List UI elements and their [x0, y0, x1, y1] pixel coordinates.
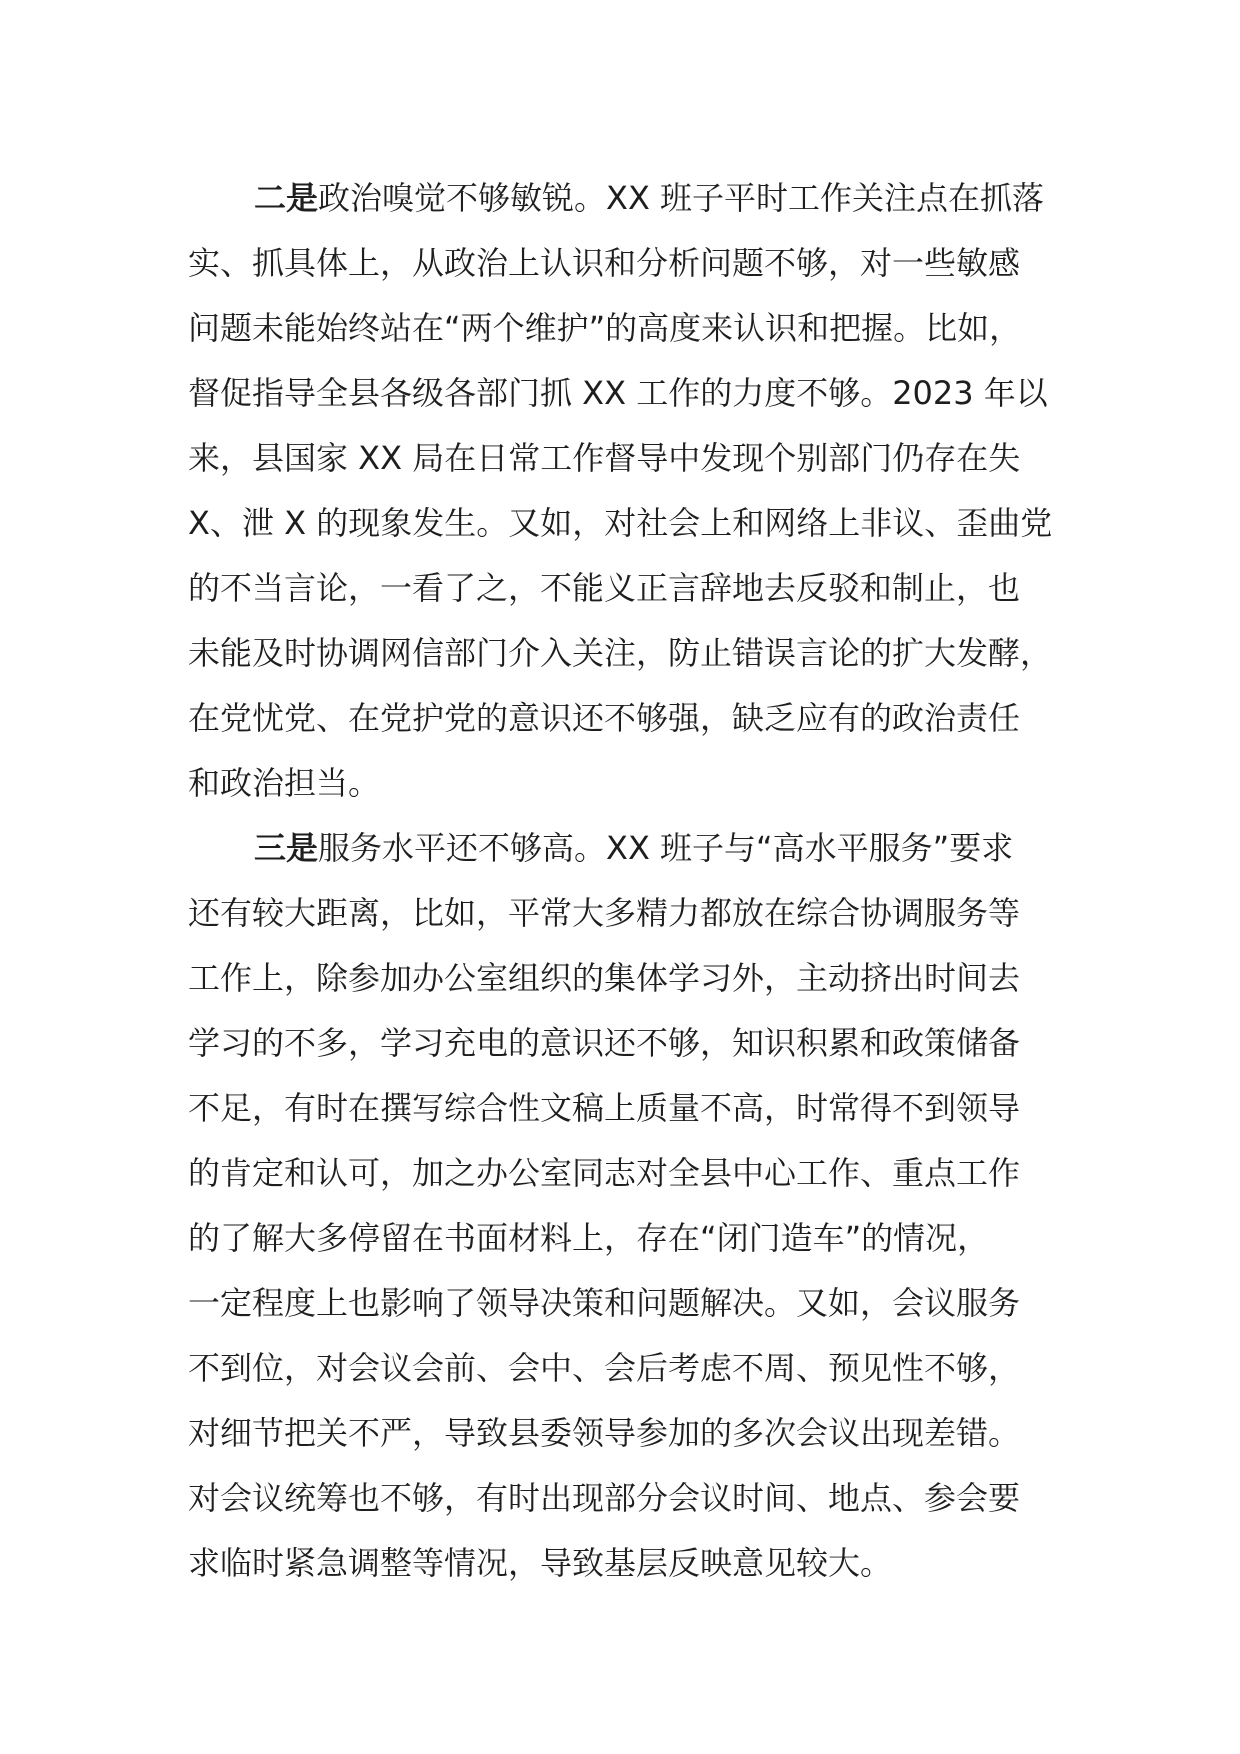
paragraph-line: 的肯定和认可，加之办公室同志对全县中心工作、重点工作	[188, 1154, 1021, 1192]
paragraph-political-sensitivity	[188, 166, 1058, 816]
paragraph-line: 实、抓具体上，从政治上认识和分析问题不够，对一些敏感	[188, 244, 1021, 282]
paragraph-line: 还有较大距离，比如，平常大多精力都放在综合协调服务等	[188, 894, 1021, 932]
paragraph-line: 不足，有时在撰写综合性文稿上质量不高，时常得不到领导	[188, 1089, 1021, 1127]
paragraph-line: 对细节把关不严，导致县委领导参加的多次会议出现差错。	[188, 1414, 1021, 1452]
paragraph-line	[188, 816, 1058, 881]
paragraph-line: 未能及时协调网信部门介入关注，防止错误言论的扩大发酵，	[188, 634, 1053, 672]
paragraph-line: 求临时紧急调整等情况，导致基层反映意见较大。	[188, 1544, 893, 1582]
paragraph-line: 督促指导全县各级各部门抓 XX 工作的力度不够。2023 年以	[188, 374, 1048, 412]
paragraph-line: 问题未能始终站在“两个维护”的高度来认识和把握。比如，	[188, 309, 1022, 347]
paragraph-line: 的不当言论，一看了之，不能义正言辞地去反驳和制止，也	[188, 569, 1021, 607]
paragraph-line: 工作上，除参加办公室组织的集体学习外，主动挤出时间去	[188, 959, 1021, 997]
paragraph-line: 一定程度上也影响了领导决策和问题解决。又如，会议服务	[188, 1284, 1021, 1322]
paragraph-line-text: 服务水平还不够高。XX 班子与“高水平服务”要求	[318, 829, 1014, 867]
paragraph-line: 来，县国家 XX 局在日常工作督导中发现个别部门仍存在失	[188, 439, 1021, 477]
paragraph-line: 学习的不多，学习充电的意识还不够，知识积累和政策储备	[188, 1024, 1021, 1062]
paragraph-line-text: 政治嗅觉不够敏锐。XX 班子平时工作关注点在抓落	[318, 179, 1045, 217]
paragraph-line: X、泄 X 的现象发生。又如，对社会上和网络上非议、歪曲党	[188, 504, 1053, 542]
paragraph-line: 不到位，对会议会前、会中、会后考虑不周、预见性不够，	[188, 1349, 1021, 1387]
paragraph-service-level	[188, 816, 1058, 1596]
document-body	[188, 166, 1058, 1596]
paragraph-line: 在党忧党、在党护党的意识还不够强，缺乏应有的政治责任	[188, 699, 1021, 737]
paragraph-line	[188, 166, 1058, 231]
paragraph-lead: 三是	[254, 829, 319, 867]
paragraph-line: 的了解大多停留在书面材料上，存在“闭门造车”的情况，	[188, 1219, 990, 1257]
paragraph-line: 和政治担当。	[188, 764, 381, 802]
paragraph-line: 对会议统筹也不够，有时出现部分会议时间、地点、参会要	[188, 1479, 1021, 1517]
paragraph-lead: 二是	[254, 179, 319, 217]
